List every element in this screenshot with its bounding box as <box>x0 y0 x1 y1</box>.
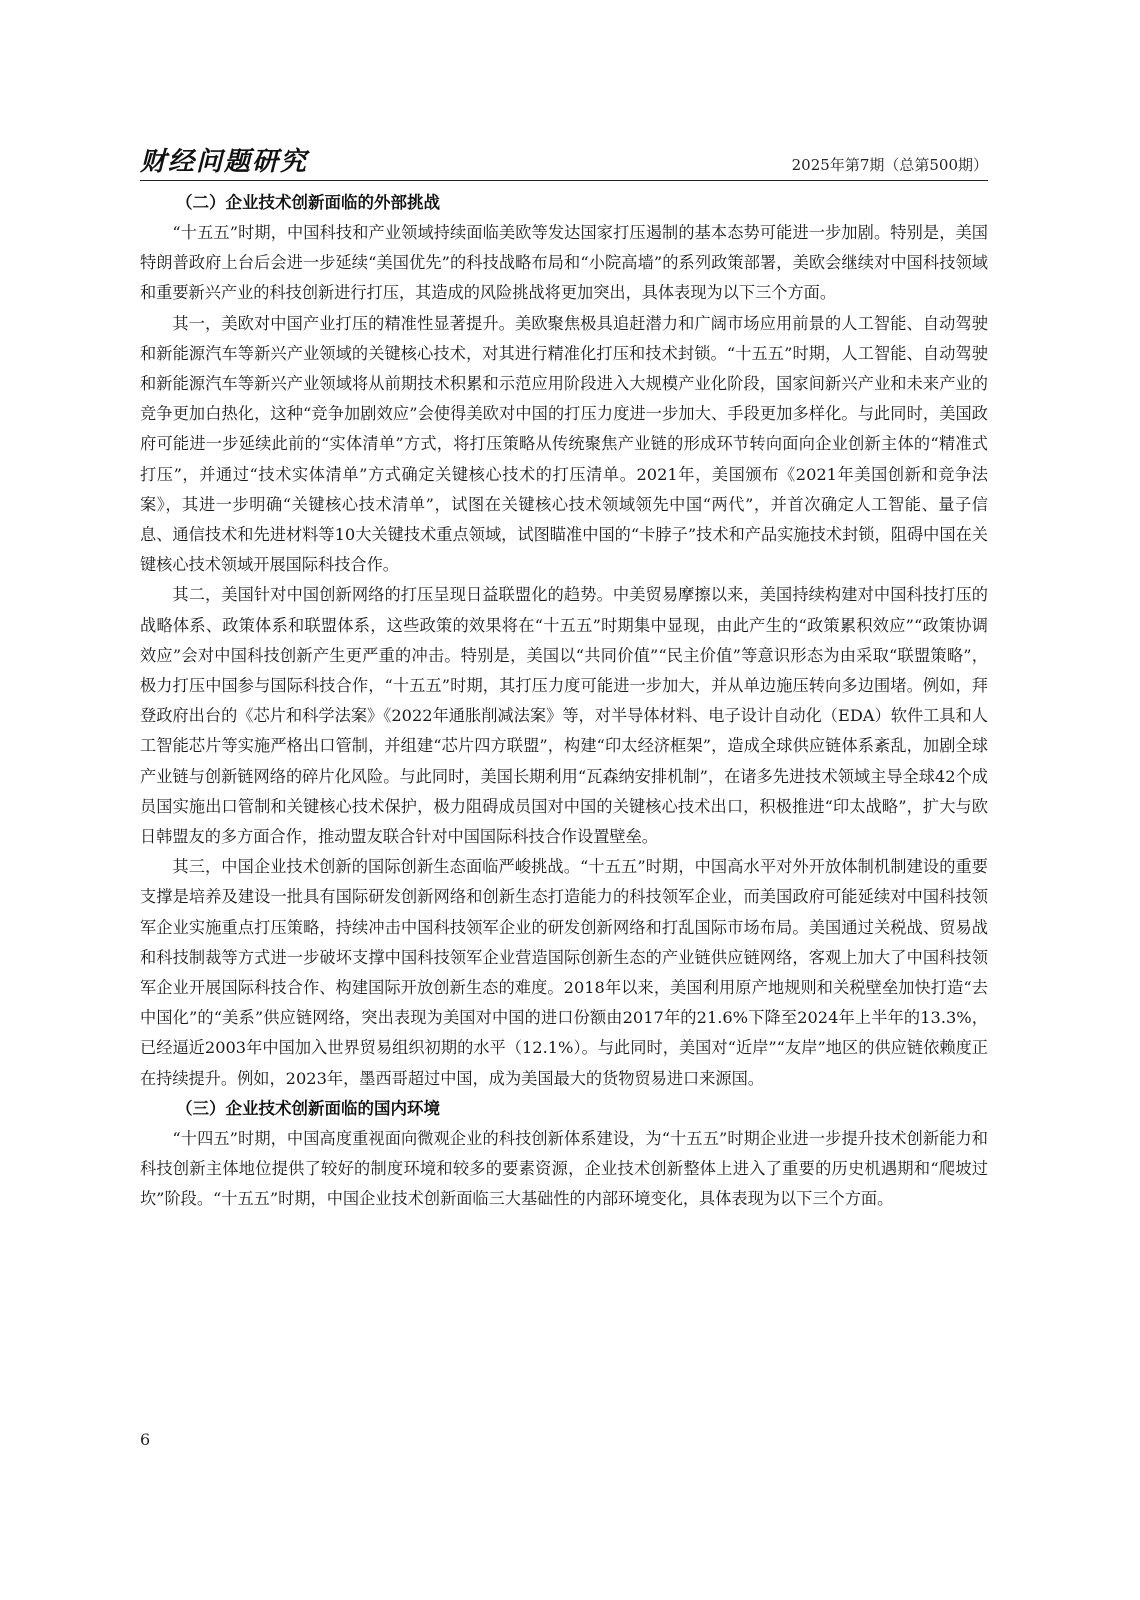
paragraph: “十四五”时期，中国高度重视面向微观企业的科技创新体系建设，为“十五五”时期企业进一步提升技术创新能力和科技创新主体地位提供了较好的制度环境和较多的要素资源，企业技术创新整体上进入了重要的历史机遇期和“爬坡过坎”阶段。“十五五”时期，中国企业技术创新面临三大基础性的内部环境变化，具体表现为以下三个方面。 <box>140 1128 988 1209</box>
issue-info: 2025年第7期（总第500期） <box>791 156 988 174</box>
running-header <box>140 147 988 181</box>
paragraph: 其三，中国企业技术创新的国际创新生态面临严峻挑战。“十五五”时期，中国高水平对外开放体制机制建设的重要支撑是培养及建设一批具有国际研发创新网络和创新生态打造能力的科技领军企业，而美国政府可能延续对中国科技领军企业实施重点打压策略，持续冲击中国科技领军企业的研发创新网络和打乱国际市场布局。美国通过关税战、贸易战和科技制裁等方式进一步破坏支撑中国科技领军企业营造国际创新生态的产业链供应链网络，客观上加大了中国科技领军企业开展国际科技合作、构建国际开放创新生态的难度。2018年以来，美国利用原产地规则和关税壁垒加快打造“去中国化”的“美系”供应链网络，突出表现为美国对中国的进口份额由2017年的21.6%下降至2024年上半年的13.3%，已经逼近2003年中国加入世界贸易组织初期的水平（12.1%）。与此同时，美国对“近岸”“友岸”地区的供应链依赖度正在持续提升。例如，2023年，墨西哥超过中国，成为美国最大的货物贸易进口来源国。 <box>140 857 988 1088</box>
section-heading: （三）企业技术创新面临的国内环境 <box>176 1098 440 1118</box>
paragraph: 其一，美欧对中国产业打压的精准性显著提升。美欧聚焦极具追赶潜力和广阔市场应用前景的人工智能、自动驾驶和新能源汽车等新兴产业领域的关键核心技术，对其进行精准化打压和技术封锁。“十五五”时期，人工智能、自动驾驶和新能源汽车等新兴产业领域将从前期技术积累和示范应用阶段进入大规模产业化阶段，国家间新兴产业和未来产业的竞争更加白热化，这种“竞争加剧效应”会使得美欧对中国的打压力度进一步加大、手段更加多样化。与此同时，美国政府可能进一步延续此前的“实体清单”方式，将打压策略从传统聚焦产业链的形成环节转向面向企业创新主体的“精准式打压”，并通过“技术实体清单”方式确定关键核心技术的打压清单。2021年，美国颁布《2021年美国创新和竞争法案》，其进一步明确“关键核心技术清单”，试图在关键核心技术领域领先中国“两代”，并首次确定人工智能、量子信息、通信技术和先进材料等10大关键技术重点领域，试图瞄准中国的“卡脖子”技术和产品实施技术封锁，阻碍中国在关键核心技术领域开展国际科技合作。 <box>140 313 988 575</box>
section-heading: （二）企业技术创新面临的外部挑战 <box>176 193 440 212</box>
page-number: 6 <box>140 1430 151 1449</box>
journal-title-logo: 财经问题研究 <box>140 147 309 177</box>
article-body <box>140 188 988 1215</box>
paragraph: 其二，美国针对中国创新网络的打压呈现日益联盟化的趋势。中美贸易摩擦以来，美国持续构建对中国科技打压的战略体系、政策体系和联盟体系，这些政策的效果将在“十五五”时期集中显现，由此产生的“政策累积效应”“政策协调效应”会对中国科技创新产生更严重的冲击。特别是，美国以“共同价值”“民主价值”等意识形态为由采取“联盟策略”，极力打压中国参与国际科技合作，“十五五”时期，其打压力度可能进一步加大，并从单边施压转向多边围堵。例如，拜登政府出台的《芯片和科学法案》《2022年通胀削减法案》等，对半导体材料、电子设计自动化（EDA）软件工具和人工智能芯片等实施严格出口管制，并组建“芯片四方联盟”，构建“印太经济框架”，造成全球供应链体系紊乱，加剧全球产业链与创新链网络的碎片化风险。与此同时，美国长期利用“瓦森纳安排机制”，在诸多先进技术领域主导全球42个成员国实施出口管制和关键核心技术保护，极力阻碍成员国对中国的关键核心技术出口，积极推进“印太战略”，扩大与欧日韩盟友的多方面合作，推动盟友联合针对中国国际科技合作设置壁垒。 <box>140 585 988 847</box>
paragraph: “十五五”时期，中国科技和产业领域持续面临美欧等发达国家打压遏制的基本态势可能进一步加剧。特别是，美国特朗普政府上台后会进一步延续“美国优先”的科技战略布局和“小院高墙”的系列政策部署，美欧会继续对中国科技领域和重要新兴产业的科技创新进行打压，其造成的风险挑战将更加突出，具体表现为以下三个方面。 <box>140 223 988 303</box>
